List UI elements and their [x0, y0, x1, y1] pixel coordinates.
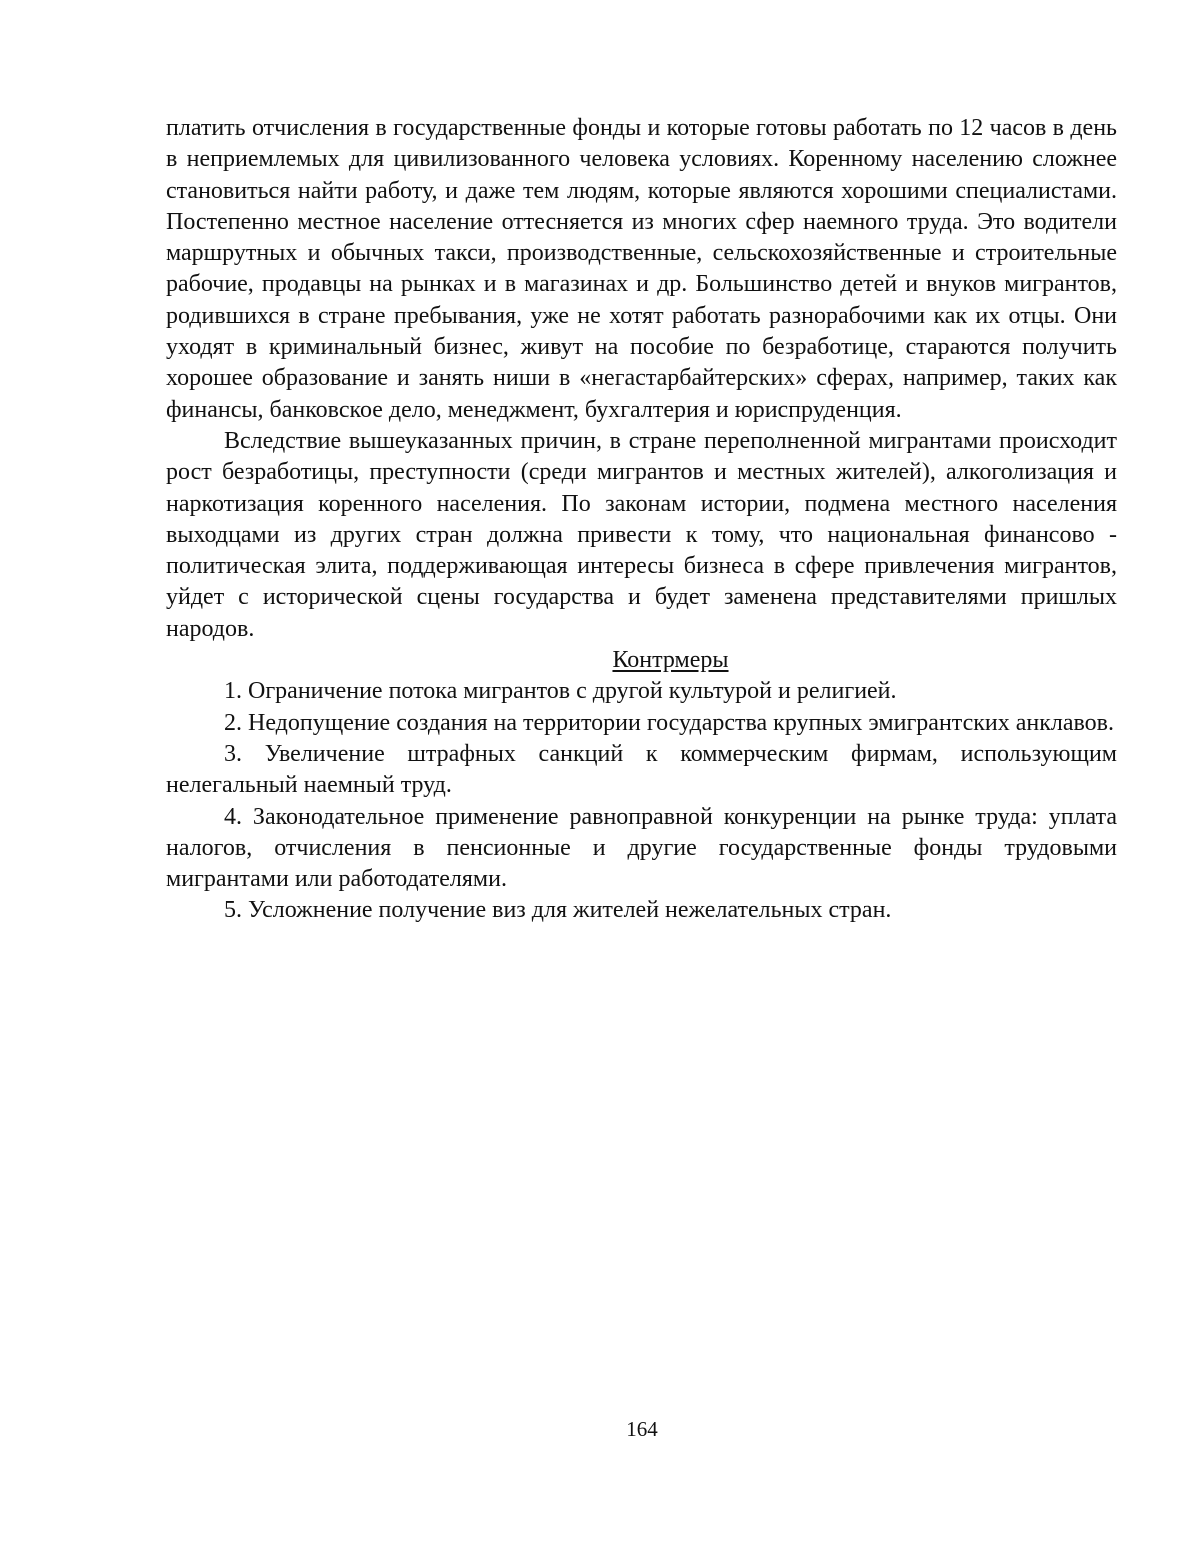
section-heading: Контрмеры: [612, 647, 729, 674]
list-item: 4. Законодательное применение равноправной конкуренции на рынке труда: уплата налогов, отчисления в пенсионные и другие государственные фонды трудовыми мигрантами или работодателями.: [166, 803, 1117, 893]
list-item: 5. Усложнение получение виз для жителей нежелательных стран.: [224, 897, 892, 924]
list-item: 3. Увеличение штрафных санкций к коммерческим фирмам, использующим нелегальный наемный труд.: [166, 740, 1117, 799]
body-text: [166, 113, 1117, 927]
page-number: 164: [626, 1417, 658, 1441]
list-item: 1. Ограничение потока мигрантов с другой культурой и религией.: [224, 678, 897, 705]
paragraph-continuation: платить отчисления в государственные фонды и которые готовы работать по 12 часов в день в неприемлемых для цивилизованного человека условиях. Коренному населению сложнее становиться найти работу, и даже тем людям, которые являются хорошими специалистами. Постепенно местное население оттесняется из многих сфер наемного труда. Это водители маршрутных и обычных такси, производственные, сельскохозяйственные и строительные рабочие, продавцы на рынках и в магазинах и др. Большинство детей и внуков мигрантов, родившихся в стране пребывания, уже не хотят работать разнорабочими как их отцы. Они уходят в криминальный бизнес, живут на пособие по безработице, стараются получить хорошее образование и занять ниши в «негастарбайтерских» сферах, например, таких как финансы, банковское дело, менеджмент, бухгалтерия и юриспруденция.: [166, 115, 1117, 423]
paragraph-consequences: Вследствие вышеуказанных причин, в стране переполненной мигрантами происходит рост безработицы, преступности (среди мигрантов и местных жителей), алкоголизация и наркотизация коренного населения. По законам истории, подмена местного населения выходцами из других стран должна привести к тому, что национальная финансово - политическая элита, поддерживающая интересы бизнеса в сфере привлечения мигрантов, уйдет с исторической сцены государства и будет заменена представителями пришлых народов.: [166, 427, 1117, 642]
list-item: 2. Недопущение создания на территории государства крупных эмигрантских анклавов.: [224, 709, 1115, 736]
